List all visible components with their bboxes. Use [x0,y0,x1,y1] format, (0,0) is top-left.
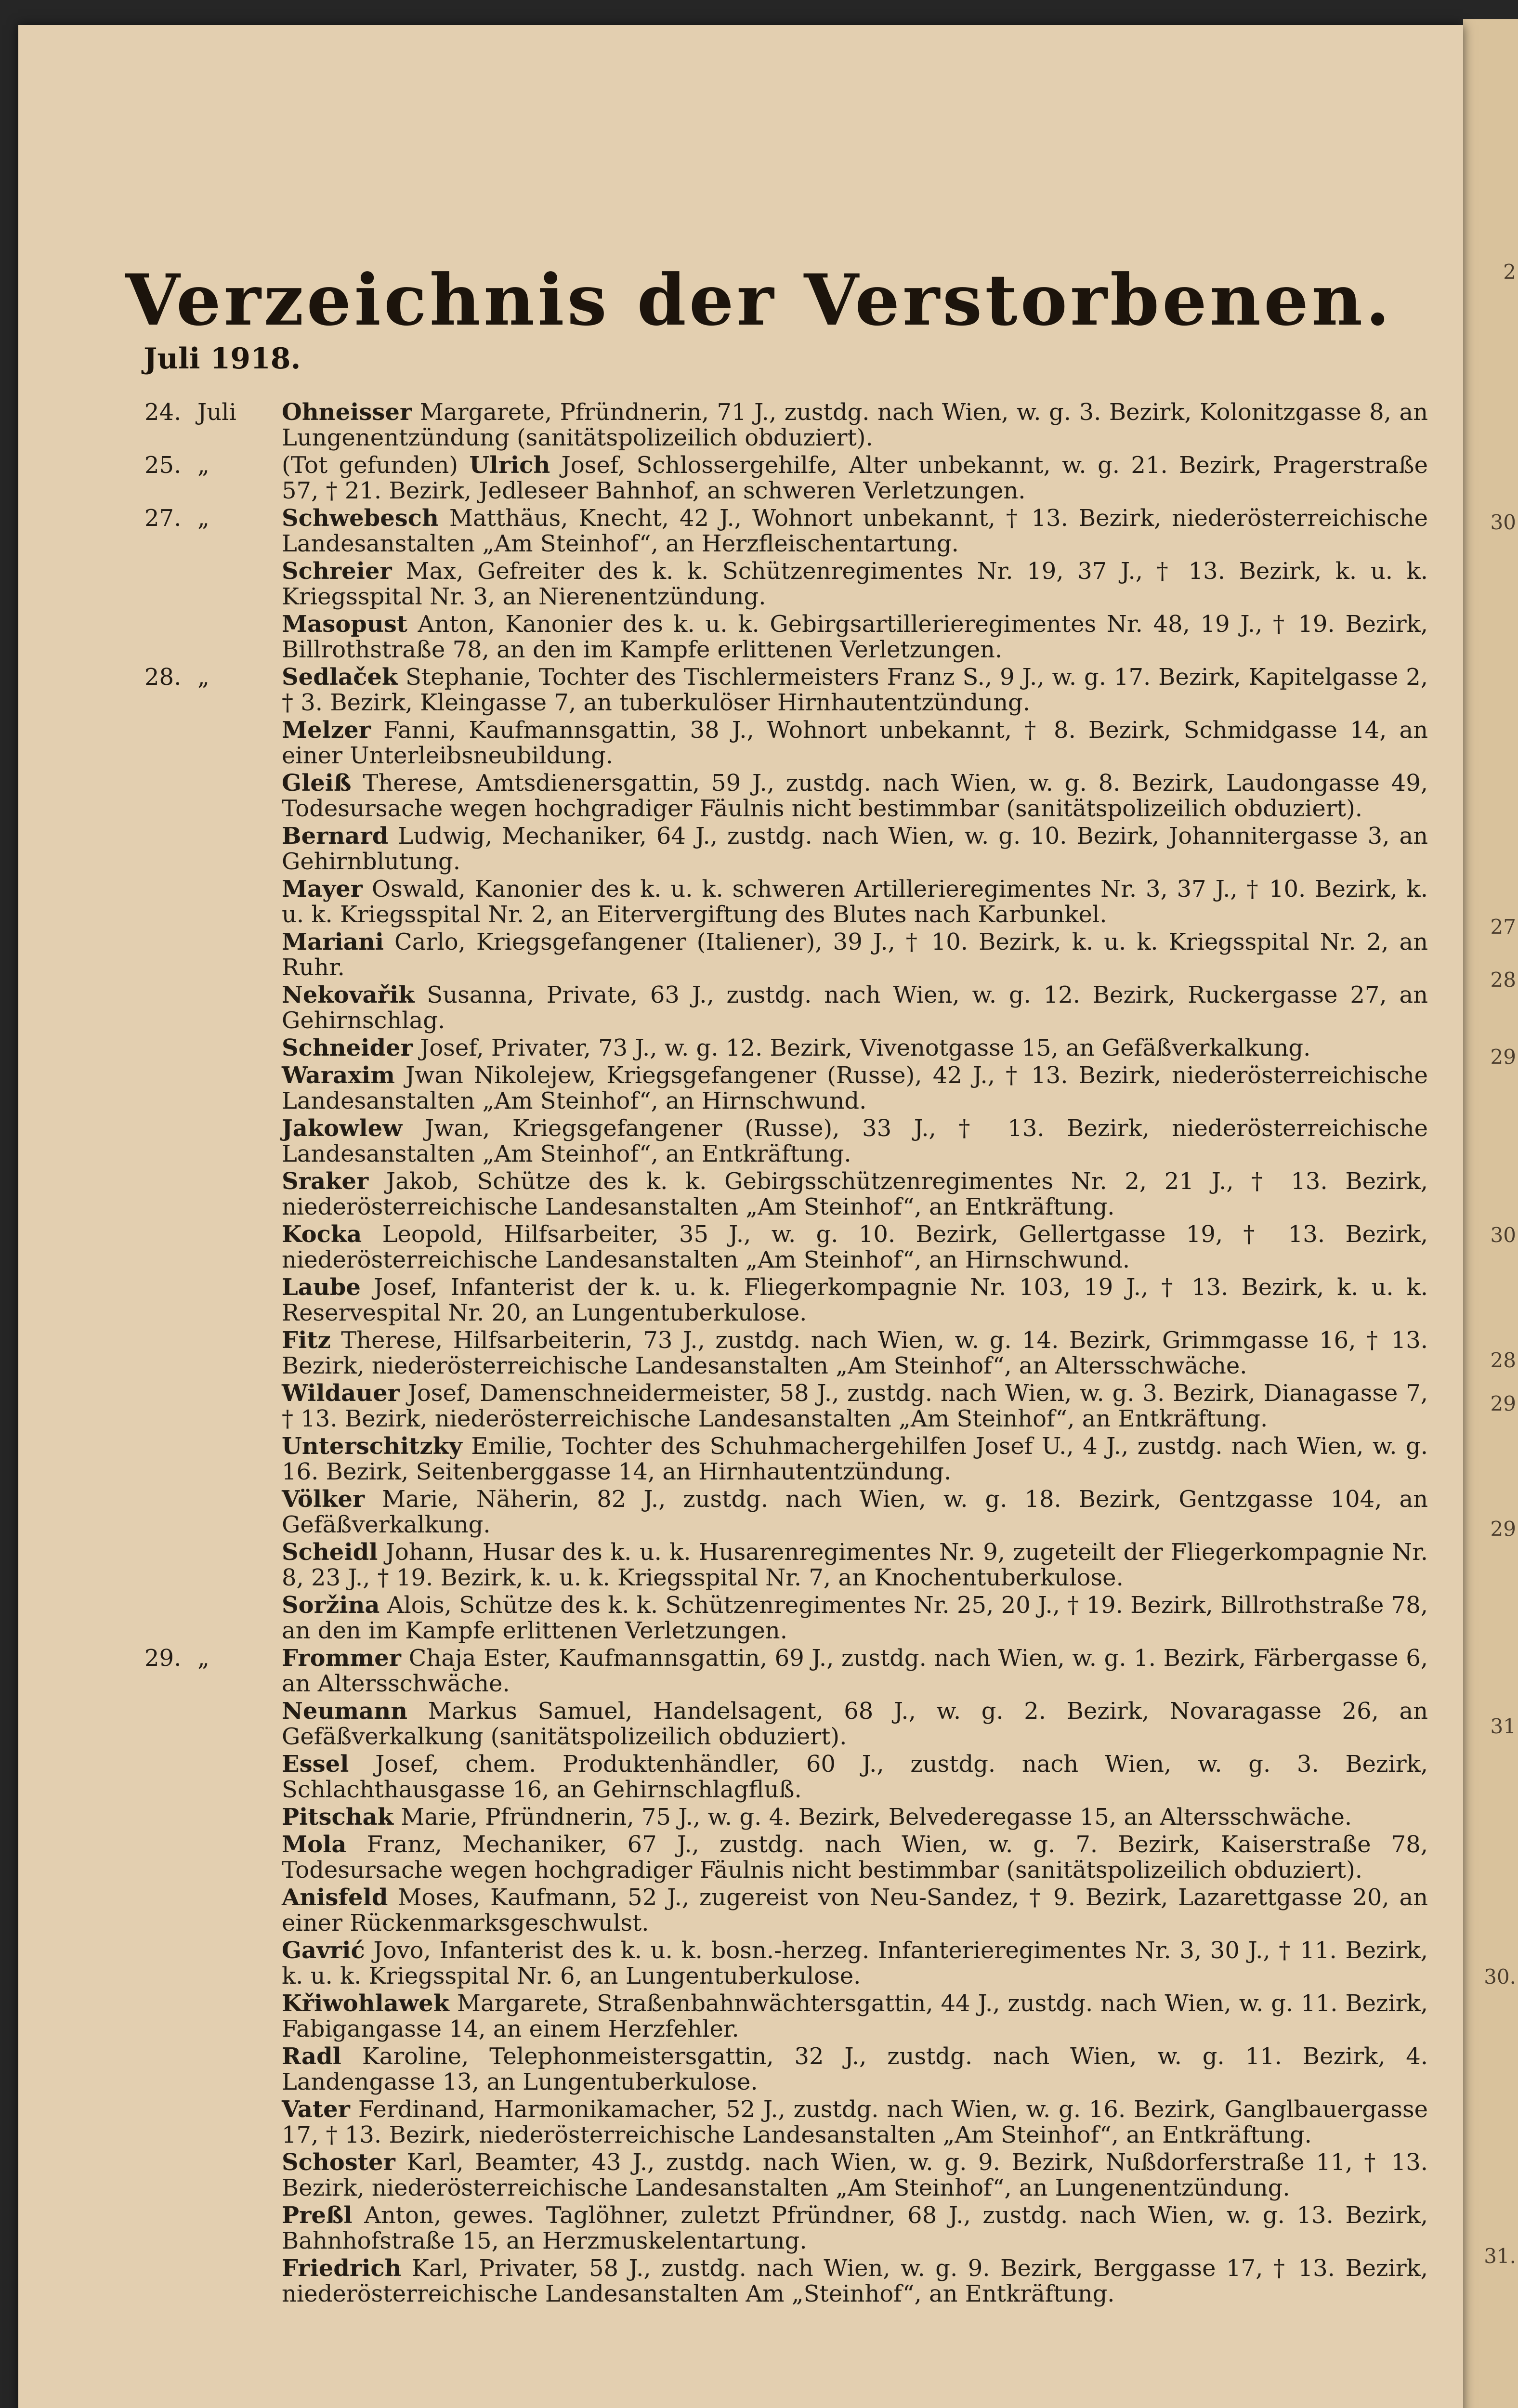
entry-text-block [282,1646,1428,1697]
entry-text-block [282,877,1428,928]
entry-details: Leopold, Hilfsarbeiter, 35 J., w. g. 10. Bezirk, Gellertgasse 19, † 13. Bezirk, niederösterreichische Landesanstalten „Am Steinhof“, an Hirnschwund. [282,1221,1428,1273]
margin-number: 2 [1503,260,1516,284]
entry-text-block [282,506,1428,557]
month-heading: Juli 1918. [144,342,301,376]
entry-text-block [282,2203,1428,2254]
register-entry [0,1487,1445,1538]
entry-text-block [282,1434,1428,1485]
entry-details: Therese, Amtsdienersgattin, 59 J., zustdg. nach Wien, w. g. 8. Bezirk, Laudongasse 49, Todesursache wegen hochgradiger Fäulnis nicht bestimmbar (sanitätspolizeilich obduziert). [282,770,1428,822]
deceased-surname: Masopust [282,611,407,638]
margin-number: 28 [1490,1348,1516,1372]
deceased-surname: Friedrich [282,2255,402,2282]
register-entry [0,1699,1445,1750]
deceased-surname: Pitschak [282,1804,394,1831]
entry-text-block [282,1752,1428,1803]
deceased-surname: Neumann [282,1698,407,1725]
entry-details: Johann, Husar des k. u. k. Husarenregimentes Nr. 9, zugeteilt der Fliegerkompagnie Nr. 8, 23 J., † 19. Bezirk, k. u. k. Kriegsspital Nr. 7, an Knochentuberkulose. [282,1539,1428,1591]
register-entry [0,1752,1445,1803]
deceased-surname: Vater [282,2096,350,2123]
margin-number: 27 [1490,915,1516,939]
entry-details: Fanni, Kaufmannsgattin, 38 J., Wohnort unbekannt, † 8. Bezirk, Schmidgasse 14, an einer Unterleibsneubildung. [282,717,1428,769]
register-entry [0,665,1445,716]
deceased-surname: Anisfeld [282,1884,388,1911]
register-entry [0,506,1445,557]
deceased-surname: Gavrić [282,1937,365,1964]
entry-details: Karl, Beamter, 43 J., zustdg. nach Wien, w. g. 9. Bezirk, Nußdorferstraße 11, † 13. Bezirk, niederösterreichische Landesanstalten „Am Steinhof“, an Lungenentzündung. [282,2149,1428,2201]
entry-day: 27. [144,505,182,532]
entry-details: Josef, Infanterist der k. u. k. Fliegerkompagnie Nr. 103, 19 J., † 13. Bezirk, k. u. k. Reservespital Nr. 20, an Lungentuberkulose. [282,1274,1428,1326]
entry-month: „ [197,452,209,479]
entry-text-block [282,400,1428,451]
register-entry [0,1434,1445,1485]
register-entry [0,1275,1445,1326]
register-entry [0,1646,1445,1697]
register-entry [0,2097,1445,2148]
deceased-surname: Laube [282,1274,361,1301]
deceased-surname: Schoster [282,2149,395,2176]
margin-number: 30 [1490,1223,1516,1247]
register-entry [0,982,1445,1034]
deceased-surname: Unterschitzky [282,1433,462,1460]
register-entry [0,1832,1445,1883]
entry-day: 25. [144,452,182,479]
entry-details: Marie, Näherin, 82 J., zustdg. nach Wien, w. g. 18. Bezirk, Gentzgasse 104, an Gefäßverkalkung. [282,1486,1428,1538]
entry-details: Karl, Privater, 58 J., zustdg. nach Wien, w. g. 9. Bezirk, Berggasse 17, † 13. Bezirk, niederösterreichische Landesanstalten Am „Steinhof“, an Entkräftung. [282,2255,1428,2307]
register-entry [0,718,1445,769]
entry-details: Josef, Schlossergehilfe, Alter unbekannt, w. g. 21. Bezirk, Pragerstraße 57, † 21. Bezirk, Jedleseer Bahnhof, an schweren Verletzungen. [282,452,1428,504]
register-entry [0,1035,1445,1061]
deceased-surname: Scheidl [282,1539,378,1566]
page-title: Verzeichnis der Verstorbenen. [125,259,1393,341]
death-register-list [0,400,1445,2309]
margin-number: 31 [1490,1714,1516,1738]
register-entry [0,877,1445,928]
deceased-surname: Křiwohlawek [282,1990,449,2017]
register-entry [0,453,1445,504]
entry-text-block [282,771,1428,822]
entry-text-block [282,1169,1428,1220]
register-entry [0,559,1445,610]
register-entry [0,1328,1445,1379]
register-entry [0,2203,1445,2254]
entry-text-block [282,1699,1428,1750]
deceased-surname: Mariani [282,929,384,955]
entry-details: Margarete, Pfründnerin, 71 J., zustdg. nach Wien, w. g. 3. Bezirk, Kolonitzgasse 8, an Lungenentzündung (sanitätspolizeilich obduziert). [282,399,1428,451]
entry-details: Susanna, Private, 63 J., zustdg. nach Wien, w. g. 12. Bezirk, Ruckergasse 27, an Gehirnschlag. [282,982,1428,1034]
entry-text-block [282,453,1428,504]
register-entry [0,2256,1445,2307]
register-entry [0,1885,1445,1936]
deceased-surname: Schreier [282,558,392,585]
entry-details: Margarete, Straßenbahnwächtersgattin, 44 J., zustdg. nach Wien, w. g. 11. Bezirk, Fabigangasse 14, an einem Herzfehler. [282,1990,1428,2042]
entry-details: Josef, Privater, 73 J., w. g. 12. Bezirk, Vivenotgasse 15, an Gefäßverkalkung. [420,1034,1311,1061]
entry-text-block [282,1885,1428,1936]
register-entry [0,771,1445,822]
entry-details: Alois, Schütze des k. k. Schützenregimentes Nr. 25, 20 J., † 19. Bezirk, Billrothstraße 78, an den im Kampfe erlittenen Verletzungen. [282,1592,1428,1644]
register-entry [0,2150,1445,2201]
entry-date [144,400,289,425]
entry-day: 28. [144,664,182,691]
entry-text-block [282,2150,1428,2201]
entry-text-block [282,1328,1428,1379]
register-entry [0,1116,1445,1167]
entry-text-block [282,2256,1428,2307]
entry-text-block [282,1063,1428,1114]
margin-number: 29 [1490,1517,1516,1541]
entry-date [144,665,289,690]
deceased-surname: Essel [282,1751,349,1778]
entry-details: Emilie, Tochter des Schuhmachergehilfen Josef U., 4 J., zustdg. nach Wien, w. g. 16. Bezirk, Seitenberggasse 14, an Hirnhautentzündung. [282,1433,1428,1485]
margin-number: 29 [1490,1392,1516,1415]
entry-text-block [282,1275,1428,1326]
entry-text-block [282,1805,1428,1830]
register-entry [0,1991,1445,2042]
register-entry [0,929,1445,981]
register-entry [0,1540,1445,1591]
deceased-surname: Sraker [282,1168,369,1195]
entry-text-block [282,559,1428,610]
deceased-surname: Nekovařik [282,982,415,1008]
deceased-surname: Ulrich [469,452,550,479]
entry-text-block [282,1593,1428,1644]
entry-day: 24. [144,399,182,426]
entry-details: Stephanie, Tochter des Tischlermeisters Franz S., 9 J., w. g. 17. Bezirk, Kapitelgasse 2, † 3. Bezirk, Kleingasse 7, an tuberkulöser Hirnhautentzündung. [282,664,1428,716]
register-entry [0,1938,1445,1989]
deceased-surname: Melzer [282,717,371,744]
entry-details: Anton, gewes. Taglöhner, zuletzt Pfründner, 68 J., zustdg. nach Wien, w. g. 13. Bezirk, Bahnhofstraße 15, an Herzmuskelentartung. [282,2202,1428,2254]
entry-text-block [282,1222,1428,1273]
deceased-surname: Kocka [282,1221,362,1248]
register-entry [0,2044,1445,2095]
entry-month: „ [197,505,209,532]
entry-text-block [282,1991,1428,2042]
entry-details: Jakob, Schütze des k. k. Gebirgsschützenregimentes Nr. 2, 21 J., † 13. Bezirk, niederösterreichische Landesanstalten „Am Steinhof“, an Entkräftung. [282,1168,1428,1220]
deceased-surname: Bernard [282,823,389,850]
entry-month: „ [197,664,209,691]
entry-details: Matthäus, Knecht, 42 J., Wohnort unbekannt, † 13. Bezirk, niederösterreichische Landesanstalten „Am Steinhof“, an Herzfleischentartung. [282,505,1428,557]
deceased-surname: Waraxim [282,1062,395,1089]
entry-text-block [282,982,1428,1034]
entry-text-block [282,2044,1428,2095]
entry-text-block [282,824,1428,875]
entry-text-block [282,2097,1428,2148]
entry-day: 29. [144,1645,182,1672]
deceased-surname: Preßl [282,2202,353,2229]
deceased-surname: Mayer [282,876,363,903]
entry-details: Markus Samuel, Handelsagent, 68 J., w. g. 2. Bezirk, Novaragasse 26, an Gefäßverkalkung (sanitätspolizeilich obduziert). [282,1698,1428,1750]
margin-number: 30 [1490,510,1516,534]
entry-text-block [282,929,1428,981]
deceased-surname: Gleiß [282,770,352,797]
entry-details: Jwan, Kriegsgefangener (Russe), 33 J., † 13. Bezirk, niederösterreichische Landesanstalten „Am Steinhof“, an Entkräftung. [282,1115,1428,1167]
deceased-surname: Jakowlew [282,1115,403,1142]
entry-details: Ferdinand, Harmonikamacher, 52 J., zustdg. nach Wien, w. g. 16. Bezirk, Ganglbauergasse 17, † 13. Bezirk, niederösterreichische Landesanstalten „Am Steinhof“, an Entkräftung. [282,2096,1428,2148]
margin-number: 31. [1484,2244,1516,2268]
register-entry [0,1063,1445,1114]
deceased-surname: Mola [282,1831,347,1858]
margin-number: 29 [1490,1045,1516,1069]
deceased-surname: Sedlaček [282,664,398,691]
deceased-surname: Frommer [282,1645,401,1672]
entry-text-block [282,1540,1428,1591]
deceased-surname: Radl [282,2043,341,2070]
entry-month: Juli [197,399,236,426]
entry-text-block [282,1832,1428,1883]
entry-text-block [282,1938,1428,1989]
next-page-margin-numbers [1484,0,1518,2408]
entry-details: Josef, chem. Produktenhändler, 60 J., zustdg. nach Wien, w. g. 3. Bezirk, Schlachthausgasse 16, an Gehirnschlagfluß. [282,1751,1428,1803]
entry-details: Carlo, Kriegsgefangener (Italiener), 39 J., † 10. Bezirk, k. u. k. Kriegsspital Nr. 2, an Ruhr. [282,929,1428,981]
register-entry [0,1222,1445,1273]
entry-details: Anton, Kanonier des k. u. k. Gebirgsartillerieregimentes Nr. 48, 19 J., † 19. Bezirk, Billrothstraße 78, an den im Kampfe erlittenen Verletzungen. [282,611,1428,663]
entry-month: „ [197,1645,209,1672]
deceased-surname: Ohneisser [282,399,412,426]
deceased-surname: Völker [282,1486,365,1513]
register-entry [0,612,1445,663]
entry-details: Moses, Kaufmann, 52 J., zugereist von Neu-Sandez, † 9. Bezirk, Lazarettgasse 20, an einer Rückenmarksgeschwulst. [282,1884,1428,1937]
entry-details: Max, Gefreiter des k. k. Schützenregimentes Nr. 19, 37 J., † 13. Bezirk, k. u. k. Kriegsspital Nr. 3, an Nierenentzündung. [282,558,1428,610]
deceased-surname: Schwebesch [282,505,439,532]
entry-text-block [282,1381,1428,1432]
entry-details: Franz, Mechaniker, 67 J., zustdg. nach Wien, w. g. 7. Bezirk, Kaiserstraße 78, Todesursache wegen hochgradiger Fäulnis nicht bestimmbar (sanitätspolizeilich obduziert). [282,1831,1428,1884]
entry-prefix-note: (Tot gefunden) [282,452,458,479]
register-entry [0,1169,1445,1220]
entry-details: Chaja Ester, Kaufmannsgattin, 69 J., zustdg. nach Wien, w. g. 1. Bezirk, Färbergasse 6, an Altersschwäche. [282,1645,1428,1697]
register-entry [0,1593,1445,1644]
margin-number: 30. [1484,1965,1516,1989]
entry-details: Oswald, Kanonier des k. u. k. schweren Artillerieregimentes Nr. 3, 37 J., † 10. Bezirk, k. u. k. Kriegsspital Nr. 2, an Eitervergiftung des Blutes nach Karbunkel. [282,876,1428,928]
entry-details: Jwan Nikolejew, Kriegsgefangener (Russe), 42 J., † 13. Bezirk, niederösterreichische Landesanstalten „Am Steinhof“, an Hirnschwund. [282,1062,1428,1114]
entry-details: Ludwig, Mechaniker, 64 J., zustdg. nach Wien, w. g. 10. Bezirk, Johannitergasse 3, an Gehirnblutung. [282,823,1428,875]
register-entry [0,1381,1445,1432]
deceased-surname: Schneider [282,1034,413,1061]
margin-number: 28 [1490,968,1516,992]
deceased-surname: Wildauer [282,1380,400,1407]
deceased-surname: Fitz [282,1327,331,1354]
entry-details: Therese, Hilfsarbeiterin, 73 J., zustdg. nach Wien, w. g. 14. Bezirk, Grimmgasse 16, † 13. Bezirk, niederösterreichische Landesanstalten „Am Steinhof“, an Altersschwäche. [282,1327,1428,1379]
entry-date [144,1646,289,1671]
entry-text-block [282,718,1428,769]
entry-text-block [282,1035,1428,1061]
entry-text-block [282,1487,1428,1538]
entry-details: Marie, Pfründnerin, 75 J., w. g. 4. Bezirk, Belvederegasse 15, an Altersschwäche. [401,1804,1352,1831]
register-entry [0,1805,1445,1830]
deceased-surname: Soržina [282,1592,380,1619]
entry-details: Karoline, Telephonmeistersgattin, 32 J., zustdg. nach Wien, w. g. 11. Bezirk, 4. Landengasse 13, an Lungentuberkulose. [282,2043,1428,2095]
entry-text-block [282,612,1428,663]
register-entry [0,824,1445,875]
entry-text-block [282,665,1428,716]
entry-details: Jovo, Infanterist des k. u. k. bosn.-herzeg. Infanterieregimentes Nr. 3, 30 J., † 11. Bezirk, k. u. k. Kriegsspital Nr. 6, an Lungentuberkulose. [282,1937,1428,1989]
entry-date [144,453,289,478]
entry-text-block [282,1116,1428,1167]
entry-date [144,506,289,531]
register-entry [0,400,1445,451]
entry-details: Josef, Damenschneidermeister, 58 J., zustdg. nach Wien, w. g. 3. Bezirk, Dianagasse 7, † 13. Bezirk, niederösterreichische Landesanstalten „Am Steinhof“, an Entkräftung. [282,1380,1428,1432]
